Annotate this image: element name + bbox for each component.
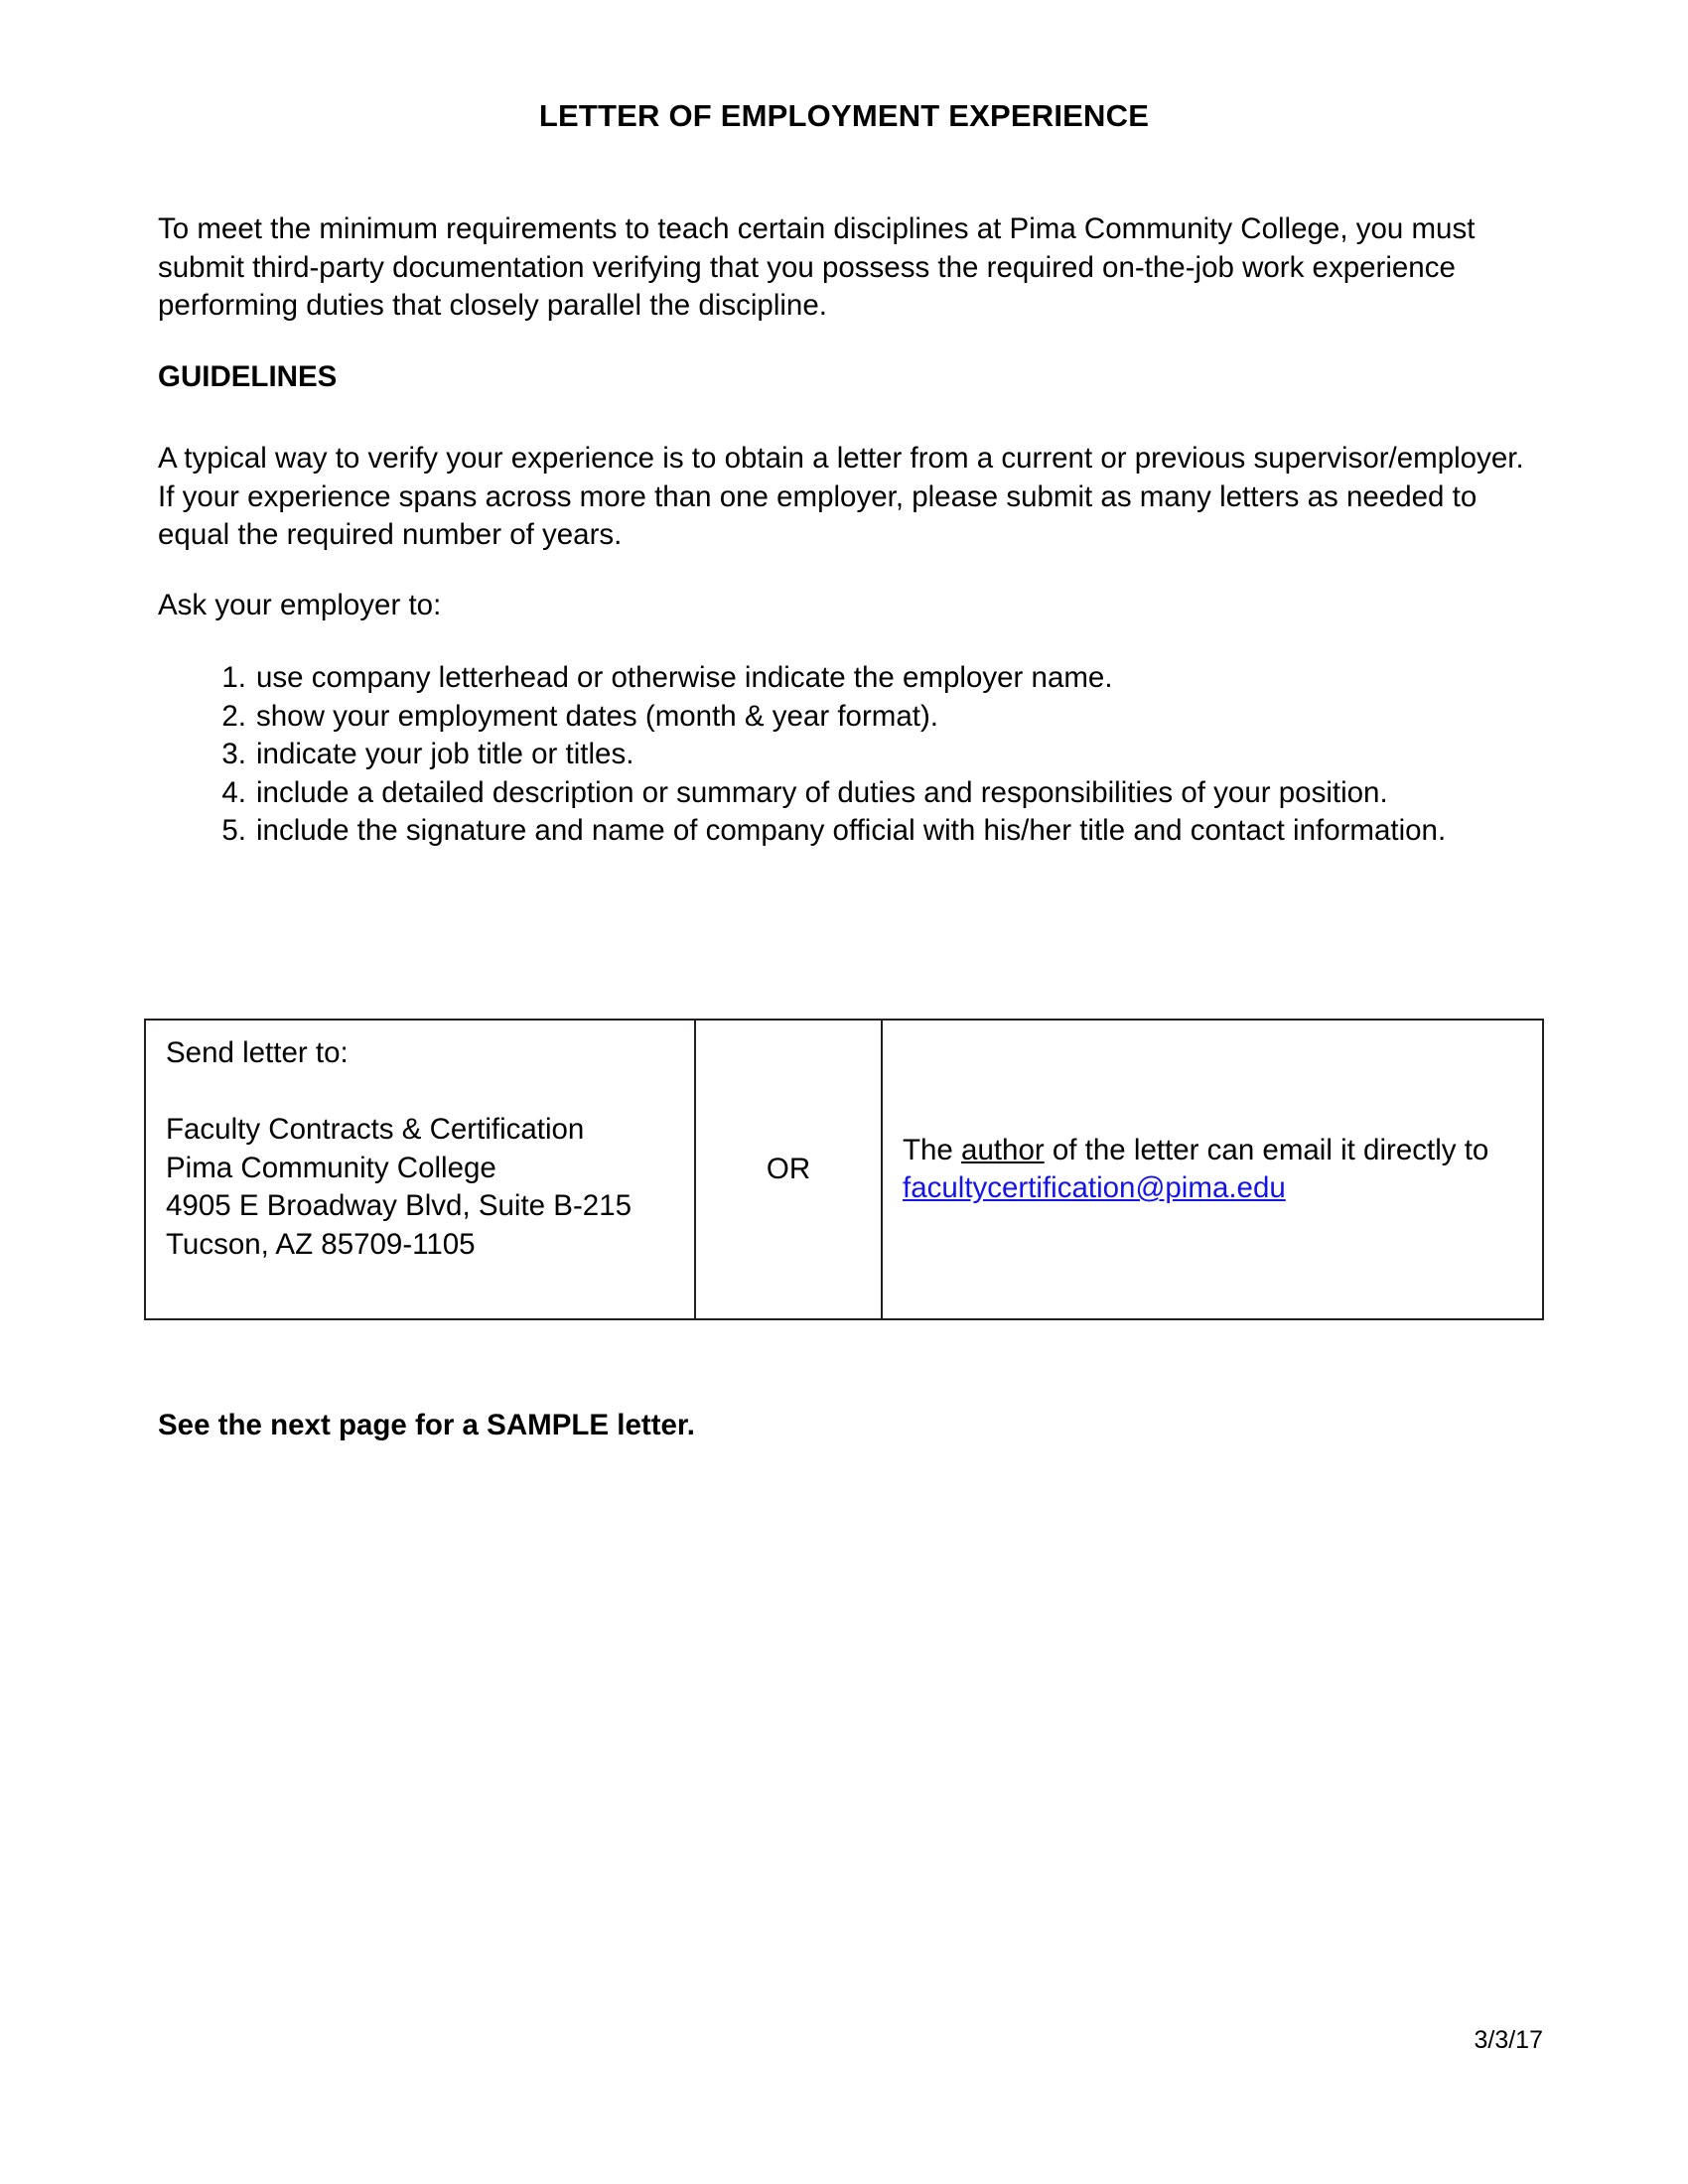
table-row (145, 1020, 1543, 1319)
send-letter-table (144, 1019, 1544, 1320)
list-item-number: 1. (221, 661, 246, 694)
intro-paragraph: To meet the minimum requirements to teach certain disciplines at Pima Community College, you must submit third-party documentation verifying that you possess the required on-the-job work experience performing duties that closely parallel the discipline. (158, 212, 1476, 322)
list-item (158, 812, 1540, 851)
email-option-cell (882, 1020, 1543, 1319)
or-separator-cell (695, 1020, 882, 1319)
footer-date: 3/3/17 (1474, 2026, 1543, 2054)
list-item-label: include the signature and name of company official with his/her title and contact information. (256, 814, 1447, 847)
email-text-before: The (903, 1133, 962, 1166)
address-line: Faculty Contracts & Certification (166, 1113, 585, 1146)
author-emphasis: author (961, 1133, 1045, 1166)
list-item-label: show your employment dates (month & year format). (256, 699, 938, 733)
guidelines-heading: GUIDELINES (158, 360, 338, 393)
list-item (158, 774, 1540, 813)
address-line: Pima Community College (166, 1151, 496, 1184)
verify-paragraph: A typical way to verify your experience is to obtain a letter from a current or previous supervisor/employer. If your experience spans across more than one employer, please submit as many letters as needed to equal the required number of years. (158, 442, 1524, 551)
list-item (158, 698, 1540, 737)
page-title: LETTER OF EMPLOYMENT EXPERIENCE (538, 98, 1150, 133)
send-letter-to-label: Send letter to: (166, 1036, 349, 1069)
employer-requirements-list (158, 659, 1540, 851)
list-item-label: indicate your job title or titles. (256, 738, 634, 770)
address-line: Tucson, AZ 85709-1105 (166, 1227, 476, 1261)
list-item-label: include a detailed description or summary of duties and responsibilities of your position. (256, 775, 1388, 809)
or-label: OR (766, 1152, 811, 1185)
list-item-number: 3. (221, 738, 246, 770)
address-line: 4905 E Broadway Blvd, Suite B-215 (166, 1189, 633, 1222)
email-text-after: of the letter can email it directly to (1044, 1133, 1489, 1166)
list-item-number: 2. (221, 699, 246, 733)
list-item (158, 736, 1540, 774)
faculty-certification-email-link[interactable]: facultycertification@pima.edu (903, 1171, 1286, 1204)
address-spacer (166, 1073, 694, 1112)
list-item-label: use company letterhead or otherwise indicate the employer name. (256, 661, 1113, 694)
list-item-number: 4. (221, 775, 246, 809)
list-item (158, 659, 1540, 698)
ask-employer-line: Ask your employer to: (158, 589, 442, 621)
send-address-cell (145, 1020, 695, 1319)
sample-letter-note: See the next page for a SAMPLE letter. (158, 1409, 695, 1441)
list-item-number: 5. (221, 814, 246, 847)
